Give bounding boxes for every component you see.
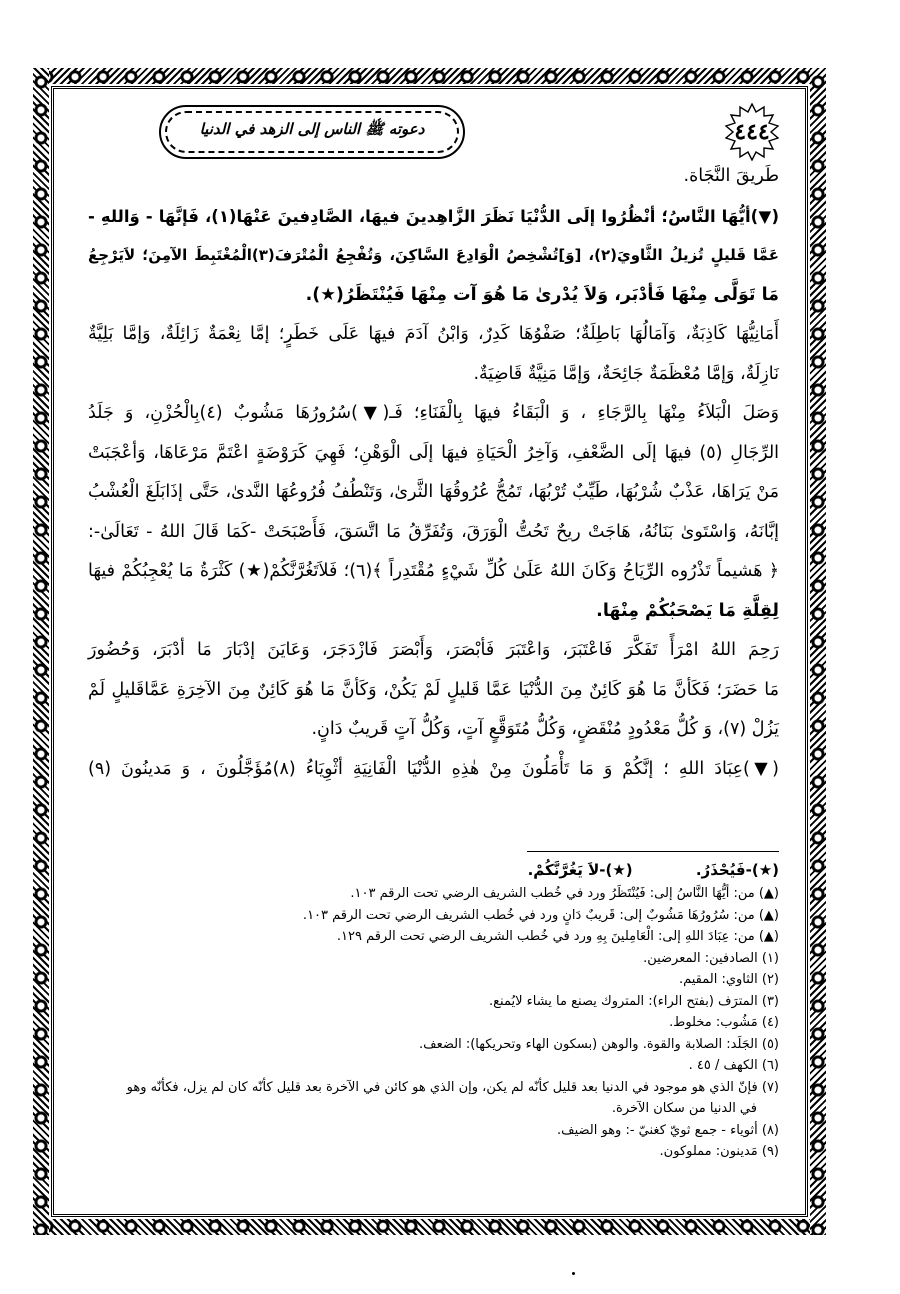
source-notes — [114, 883, 779, 948]
footnote: (٢) الثاوي: المقيم. — [678, 972, 779, 987]
running-header-title: دعوته ﷺ الناس إلى الزهد في الدنيا — [199, 120, 425, 138]
footnote: (٥) الجَلَد: الصلابة والقوة. والوهن (بسكون الهاء وتحريكها): الضعف. — [419, 1036, 779, 1052]
ornamental-border-bottom — [33, 1219, 826, 1235]
starred-footnotes — [114, 857, 779, 883]
text-line: (▼)أيُّهَا النَّاسُ؛ أنْظُرُوا إلَى الدُّنْيَا نَظَرَ الزَّاهِدينَ فيهَا، الصَّادِفينَ عَنْهَا(١)، فَإنَّهَا - وَاللهِ - — [88, 206, 779, 226]
source-note: (▲) من: سُرُورُهَا مَشُوبٌ إلى: قَريبٌ دَانٍ ورد في خُطب الشريف الرضي تحت الرقم ١٠٣. — [302, 907, 779, 923]
text-line: يَزُلْ (٧)، وَ كُلُّ مَعْدُودٍ مُنْقَضٍ، وَكُلُّ مُتَوَقَّعٍ آتٍ، وَكُلُّ آتٍ قَريبٌ دَانٍ. — [311, 719, 779, 739]
source-note: (▲) من: عِبَادَ اللهِ إلى: الْعَامِلينَ بِهِ ورد في خُطب الشريف الرضي تحت الرقم ١٢٩. — [336, 929, 779, 944]
text-line: الرِّجَالِ (٥) فيهَا إلَى الضَّعْفِ، وَآخِرُ الْحَيَاةِ فيهَا إلَى الْوَهْنِ؛ فَهِيَ كَرَوْضَةٍ اعْتَمَّ مَرْعَاهَا، وَأعْجَبَتْ — [88, 442, 780, 463]
main-text — [88, 157, 779, 789]
starred-footnote: (★)-فَيُحْذَرُ. — [695, 861, 779, 879]
ornamental-border-top — [33, 68, 826, 84]
text-line: نَازِلَةٌ، وَإمَّا مُعْظَمَةٌ جَائِحَةٌ، وَإمَّا مَنِيَّةٌ قَاضِيَةٌ. — [473, 363, 779, 384]
text-line: أَمَانِيُّهَا كَاذِبَةٌ، وَآمَالُهَا بَاطِلَةٌ؛ صَفْوُهَا كَدِرٌ، وَابْنُ آدَمَ فيهَا عَلَى خَطَرٍ؛ إمَّا نِعْمَةٌ زَائِلَةٌ، وَإمَّا بَلِيَّةٌ — [88, 324, 779, 344]
ornamental-border-right — [810, 68, 826, 1235]
text-line: رَحِمَ اللهُ امْرَأً تَفَكَّرَ فَاعْتَبَرَ، وَاعْتَبَرَ فَأبْصَرَ، وَأَبْصَرَ فَازْدَجَرَ، وَعَايَنَ إدْبَارَ مَا أدْبَرَ، وَحُضُورَ — [88, 640, 779, 660]
ornamental-border-left — [33, 68, 49, 1235]
page-speck — [572, 1272, 575, 1275]
text-line: عَمَّا قَليلٍ تُزيلُ الثَّاويَ(٢)، [وَ]تُشْخِصُ الْوَادِعَ السَّاكِنَ، وَتُفْجِعُ الْمُتْرَفَ(٣)الْمُغْتَبِطَ الآمِنَ؛ لاَيَرْجِعُ — [88, 246, 779, 264]
starred-footnote: (★)-لاَ يَغُرَّنَّكُمْ. — [527, 861, 633, 879]
page-frame — [33, 68, 826, 1235]
running-header — [159, 105, 465, 159]
text-line: مَا تَوَلَّى مِنْهَا فَأدْبَر، وَلاَ يُدْرىٰ مَا هُوَ آت مِنْهَا فَيُنْتَظَرُ(★). — [305, 284, 779, 305]
text-line: لِقِلَّةِ مَا يَصْحَبُكُمْ مِنْهَا. — [596, 600, 779, 621]
footnote: (١) الصادفين: المعرضين. — [643, 950, 779, 966]
footnote: (٣) المترَف (بفتح الراء): المتروك يصنع ما يشاء لايُمنع. — [488, 993, 779, 1009]
footnote: (٦) الكهف / ٤٥ . — [688, 1058, 779, 1073]
footnote: (٤) مَشُوب: مخلوط. — [669, 1015, 779, 1030]
text-line: إبَّانَهُ، وَاسْتَوىٰ بَنَانُهُ، هَاجَتْ ريحٌ تَحُتُّ الْوَرَقَ، وَتُفَرِّقُ مَا اتَّسَقَ، فَأَصْبَحَتْ -كَمَا قَالَ اللهُ - تَعَالَىٰ-: — [88, 521, 779, 542]
footnote: (٨) أثوياء - جمع ثويّ كغنيّ -: وهو الضيف. — [557, 1122, 779, 1138]
text-frame — [51, 86, 808, 1217]
footnote: (٩) مَدينون: مملوكون. — [659, 1144, 779, 1159]
text-line: ﴿ هَشيماً تَذْرُوه الرِّيَاحُ وَكَانَ اللهُ عَلَىٰ كُلِّ شَيْءٍ مُقْتَدِراً ﴾(٦)؛ فَلاَتَغُرَّنَّكُمْ(★) كَثْرَةُ مَا يُعْجِبُكُمْ فيهَا — [88, 561, 779, 581]
source-note: (▲) من: أيُّهَا النَّاسُ إلى: فَيُنْتَظَرُ ورد في خُطب الشريف الرضي تحت الرقم ١٠٣. — [350, 886, 779, 901]
text-line: وَصَلَ الْبَلاَءُ مِنْهَا بِالرَّجَاءِ ، وَ الْبَقَاءُ فيهَا بِالْفَنَاءِ؛ فَـ(▼)سُرُورُهَا مَشُوبٌ (٤)بِالْحُزْنِ، وَ جَلَدُ — [88, 403, 780, 423]
text-line: مَنْ يَرَاهَا، عَذْبٌ شُرْبُهَا، طَيِّبٌ تُرْبُهَا، تَمُجُّ عُرُوقُهَا الثَّرىٰ، وَتَنْطُفُ فُرُوعُهَا النَّدىٰ، حَتَّى إذَابَلَغَ الْعُشْبُ — [88, 482, 779, 502]
text-line: مَا حَضَرَ؛ فَكَأنَّ مَا هُوَ كَائِنٌ مِنَ الدُّنْيَا عَمَّا قَليلٍ لَمْ يَكُنْ، وَكَأنَّ مَا هُوَ كَائِنٌ مِنَ الآخِرَةِ عَمَّاقَليلٍ لَمْ — [88, 679, 779, 700]
text-line: طَريقَ النَّجَاة. — [683, 166, 779, 186]
text-line: (▼)عِبَادَ اللهِ ؛ إنَّكُمْ وَ مَا تَأْمَلُونَ مِنْ هٰذِهِ الدُّنْيَا الْفَانِيَةِ أثْوِيَاءُ (٨)مُؤَجَّلُونَ ، وَ مَدينُونَ (٩) — [88, 758, 779, 779]
page-number: ٤٤٤ — [734, 119, 770, 145]
footnote-divider — [527, 851, 779, 852]
footnote: (٧) فإنّ الذي هو موجود في الدنيا بعد قليل كأنّه لم يكن، وإن الذي هو كائن في الآخرة بعد قليل كأنّه كان لم يزل، فكأنّه وهو في الدنيا من سكان الآخرة. — [126, 1079, 779, 1116]
footnotes — [114, 857, 779, 1163]
numbered-notes — [114, 948, 779, 1163]
page-number-badge — [723, 103, 781, 161]
